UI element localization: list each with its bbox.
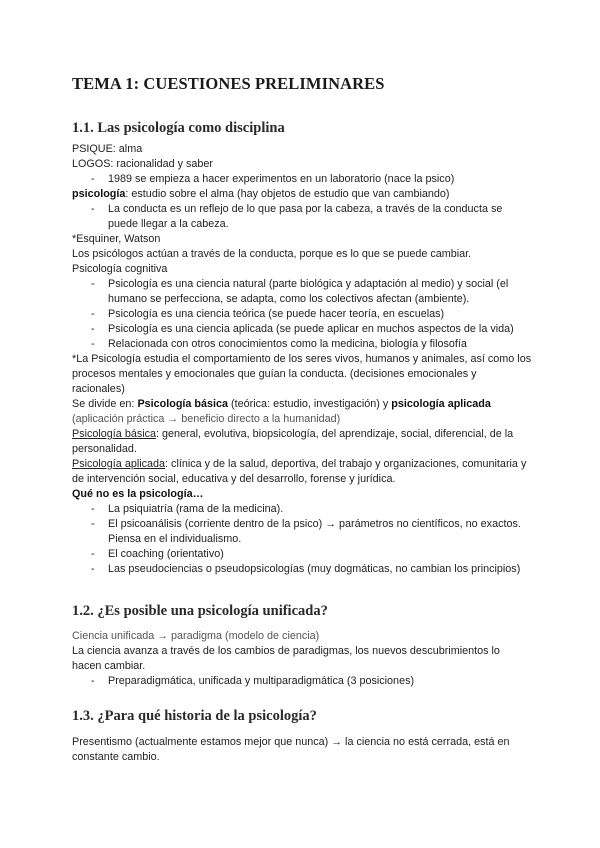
section-3-heading: 1.3. ¿Para qué historia de la psicología? (72, 708, 317, 724)
aplicada-label: Psicología aplicada (72, 458, 166, 470)
list-item: - Preparadigmática, unificada y multiparadigmática (3 posiciones) (72, 674, 532, 689)
psicologia-definition (72, 187, 532, 202)
psicologos-line: Los psicólogos actúan a través de la conducta, porque es lo que se puede cambiar. (72, 248, 472, 260)
aplicada-term: psicología aplicada (391, 398, 491, 410)
basica-paragraph (72, 427, 532, 457)
list-item: - Las pseudociencias o pseudopsicologías (muy dogmáticas, no cambian los principios) (72, 562, 532, 577)
aplicada-list: : clínica y de la salud, deportiva, del trabajo y organizaciones, comunitaria y de intervención social, educativa y del desarrollo, forense y jurídica. (72, 458, 527, 485)
list-que-no (72, 502, 532, 577)
section-2-body (72, 629, 532, 689)
psicologia-def: : estudio sobre el alma (hay objetos de estudio que van cambiando) (125, 188, 450, 200)
psicologia-term: psicología (72, 188, 126, 200)
list-item: - El coaching (orientativo) (72, 547, 532, 562)
divide-paragraph (72, 397, 532, 427)
divide-mid: (teórica: estudio, investigación) y (228, 398, 392, 410)
ciencia-unificada-line: Ciencia unificada → paradigma (modelo de ciencia) (72, 630, 320, 642)
section-2-heading: 1.2. ¿Es posible una psicología unificada? (72, 603, 328, 619)
aplicada-paragraph (72, 457, 532, 487)
list-cognitiva (72, 277, 532, 352)
section-3-body (72, 735, 532, 765)
section-1-body (72, 142, 532, 577)
document-title: TEMA 1: CUESTIONES PRELIMINARES (72, 74, 385, 93)
divide-suffix: (aplicación práctica → beneficio directo a la humanidad) (72, 413, 341, 425)
list-conducta (72, 202, 532, 232)
psique-line: PSIQUE: alma (72, 143, 143, 155)
list-item: - La conducta es un reflejo de lo que pasa por la cabeza, a través de la conducta se puede llegar a la cabeza. (72, 202, 532, 232)
divide-prefix: Se divide en: (72, 398, 138, 410)
cognitiva-line: Psicología cognitiva (72, 263, 168, 275)
que-no-heading: Qué no es la psicología… (72, 488, 204, 500)
list-item: - Psicología es una ciencia natural (parte biológica y adaptación al medio) y social (el humano se perfecciona, se adapta, como los colectivos afectan (ambiente). (72, 277, 532, 307)
section-1-heading: 1.1. Las psicología como disciplina (72, 120, 285, 136)
basica-list: : general, evolutiva, biopsicología, del aprendizaje, social, diferencial, de la personalidad. (72, 428, 514, 455)
estudia-paragraph: *La Psicología estudia el comportamiento de los seres vivos, humanos y animales, así como los procesos mentales y emocionales que guían la conducta. (decisiones emocionales y racionales) (72, 353, 532, 395)
avanza-paragraph: La ciencia avanza a través de los cambios de paradigmas, los nuevos descubrimientos lo hacen cambiar. (72, 645, 500, 672)
list-item: - La psiquiatría (rama de la medicina). (72, 502, 532, 517)
list-item: - Psicología es una ciencia aplicada (se puede aplicar en muchos aspectos de la vida) (72, 322, 532, 337)
list-item: - Relacionada con otros conocimientos como la medicina, biología y filosofía (72, 337, 532, 352)
list-1989 (72, 172, 532, 187)
basica-label: Psicología básica (72, 428, 157, 440)
list-posiciones (72, 674, 532, 689)
list-item: - 1989 se empieza a hacer experimentos en un laboratorio (nace la psico) (72, 172, 532, 187)
basica-term: Psicología básica (137, 398, 229, 410)
list-item: - El psicoanálisis (corriente dentro de la psico) → parámetros no científicos, no exactos. Piensa en el individualismo. (72, 517, 532, 547)
presentismo-paragraph: Presentismo (actualmente estamos mejor que nunca) → la ciencia no está cerrada, está en constante cambio. (72, 736, 510, 763)
list-item: - Psicología es una ciencia teórica (se puede hacer teoría, en escuelas) (72, 307, 532, 322)
esquiner-line: *Esquiner, Watson (72, 233, 161, 245)
logos-line: LOGOS: racionalidad y saber (72, 158, 214, 170)
